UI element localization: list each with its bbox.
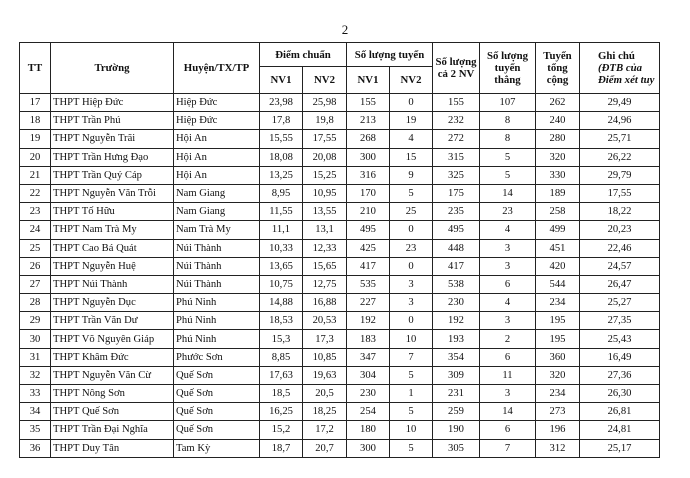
cell-quota-nv2: 10 xyxy=(390,421,433,439)
cell-quota-nv1: 230 xyxy=(347,385,390,403)
table-row xyxy=(20,112,660,130)
cell-school: THPT Núi Thành xyxy=(51,275,174,293)
cell-transfer: 6 xyxy=(480,348,536,366)
cell-tt: 23 xyxy=(20,203,51,221)
cell-transfer: 4 xyxy=(480,294,536,312)
cell-quota-nv2: 0 xyxy=(390,94,433,112)
cell-quota-nv1: 300 xyxy=(347,439,390,457)
cell-school: THPT Trần Văn Dư xyxy=(51,312,174,330)
cell-total-admitted: 320 xyxy=(536,148,580,166)
header-quota: Số lượng tuyển xyxy=(347,43,433,67)
cell-total-admitted: 330 xyxy=(536,166,580,184)
cell-benchmark-nv2: 20,7 xyxy=(303,439,347,457)
cell-benchmark-nv2: 12,33 xyxy=(303,239,347,257)
cell-benchmark-nv1: 13,65 xyxy=(260,257,303,275)
cell-school: THPT Nguyễn Văn Trỗi xyxy=(51,184,174,202)
cell-school: THPT Nông Sơn xyxy=(51,385,174,403)
cell-benchmark-nv1: 10,33 xyxy=(260,239,303,257)
cell-district: Phước Sơn xyxy=(174,348,260,366)
cell-note: 25,17 xyxy=(580,439,660,457)
header-benchmark: Điểm chuẩn xyxy=(260,43,347,67)
cell-tt: 33 xyxy=(20,385,51,403)
cell-school: THPT Tố Hữu xyxy=(51,203,174,221)
cell-quota-nv1: 170 xyxy=(347,184,390,202)
cell-transfer: 23 xyxy=(480,203,536,221)
cell-benchmark-nv2: 13,55 xyxy=(303,203,347,221)
cell-district: Hiệp Đức xyxy=(174,112,260,130)
table-row xyxy=(20,130,660,148)
header-school: Trường xyxy=(51,43,174,94)
cell-benchmark-nv1: 11,1 xyxy=(260,221,303,239)
cell-note: 26,81 xyxy=(580,403,660,421)
cell-tt: 26 xyxy=(20,257,51,275)
cell-tt: 21 xyxy=(20,166,51,184)
cell-total-both: 259 xyxy=(433,403,480,421)
cell-district: Phú Ninh xyxy=(174,330,260,348)
admission-table xyxy=(19,42,660,458)
cell-tt: 29 xyxy=(20,312,51,330)
cell-quota-nv1: 180 xyxy=(347,421,390,439)
cell-quota-nv1: 183 xyxy=(347,330,390,348)
table-row xyxy=(20,203,660,221)
cell-note: 24,81 xyxy=(580,421,660,439)
cell-quota-nv2: 5 xyxy=(390,184,433,202)
cell-quota-nv1: 304 xyxy=(347,366,390,384)
table-row xyxy=(20,385,660,403)
cell-tt: 18 xyxy=(20,112,51,130)
cell-tt: 19 xyxy=(20,130,51,148)
cell-total-both: 417 xyxy=(433,257,480,275)
cell-total-admitted: 273 xyxy=(536,403,580,421)
cell-tt: 28 xyxy=(20,294,51,312)
cell-quota-nv1: 227 xyxy=(347,294,390,312)
cell-note: 22,46 xyxy=(580,239,660,257)
cell-district: Hội An xyxy=(174,148,260,166)
table-row xyxy=(20,257,660,275)
cell-district: Nam Trà My xyxy=(174,221,260,239)
cell-transfer: 2 xyxy=(480,330,536,348)
cell-note: 27,35 xyxy=(580,312,660,330)
cell-total-both: 538 xyxy=(433,275,480,293)
cell-quota-nv2: 10 xyxy=(390,330,433,348)
cell-district: Quế Sơn xyxy=(174,421,260,439)
header-transfer: Số lượng tuyển thẳng xyxy=(480,43,536,94)
cell-quota-nv1: 495 xyxy=(347,221,390,239)
cell-district: Núi Thành xyxy=(174,257,260,275)
cell-benchmark-nv2: 12,75 xyxy=(303,275,347,293)
table-row xyxy=(20,94,660,112)
table-row xyxy=(20,312,660,330)
header-note-sub2: Điểm xét tuy xyxy=(598,74,655,86)
cell-total-admitted: 544 xyxy=(536,275,580,293)
cell-transfer: 8 xyxy=(480,130,536,148)
cell-school: THPT Hiệp Đức xyxy=(51,94,174,112)
cell-total-both: 235 xyxy=(433,203,480,221)
cell-transfer: 14 xyxy=(480,403,536,421)
cell-benchmark-nv2: 19,63 xyxy=(303,366,347,384)
cell-note: 20,23 xyxy=(580,221,660,239)
table-row xyxy=(20,403,660,421)
cell-benchmark-nv1: 15,3 xyxy=(260,330,303,348)
cell-quota-nv1: 192 xyxy=(347,312,390,330)
cell-school: THPT Cao Bá Quát xyxy=(51,239,174,257)
cell-total-both: 193 xyxy=(433,330,480,348)
cell-benchmark-nv1: 8,95 xyxy=(260,184,303,202)
cell-transfer: 107 xyxy=(480,94,536,112)
header-benchmark-nv1: NV1 xyxy=(260,67,303,94)
header-district: Huyện/TX/TP xyxy=(174,43,260,94)
cell-school: THPT Trần Đại Nghĩa xyxy=(51,421,174,439)
cell-transfer: 5 xyxy=(480,148,536,166)
cell-total-admitted: 262 xyxy=(536,94,580,112)
cell-benchmark-nv1: 17,8 xyxy=(260,112,303,130)
cell-total-admitted: 360 xyxy=(536,348,580,366)
cell-tt: 17 xyxy=(20,94,51,112)
header-note-title: Ghi chú xyxy=(598,50,635,62)
cell-total-both: 231 xyxy=(433,385,480,403)
header-quota-nv2: NV2 xyxy=(390,67,433,94)
cell-note: 16,49 xyxy=(580,348,660,366)
cell-transfer: 4 xyxy=(480,221,536,239)
cell-tt: 35 xyxy=(20,421,51,439)
table-row xyxy=(20,184,660,202)
cell-total-both: 175 xyxy=(433,184,480,202)
cell-tt: 34 xyxy=(20,403,51,421)
cell-note: 26,22 xyxy=(580,148,660,166)
cell-tt: 24 xyxy=(20,221,51,239)
cell-total-admitted: 312 xyxy=(536,439,580,457)
cell-school: THPT Trần Quý Cáp xyxy=(51,166,174,184)
header-quota-nv1: NV1 xyxy=(347,67,390,94)
cell-total-both: 190 xyxy=(433,421,480,439)
cell-benchmark-nv1: 15,55 xyxy=(260,130,303,148)
cell-district: Hội An xyxy=(174,130,260,148)
cell-total-both: 325 xyxy=(433,166,480,184)
cell-district: Phú Ninh xyxy=(174,312,260,330)
cell-tt: 20 xyxy=(20,148,51,166)
cell-note: 25,43 xyxy=(580,330,660,348)
cell-total-admitted: 234 xyxy=(536,385,580,403)
cell-district: Quế Sơn xyxy=(174,385,260,403)
cell-total-both: 495 xyxy=(433,221,480,239)
cell-quota-nv1: 300 xyxy=(347,148,390,166)
cell-benchmark-nv1: 23,98 xyxy=(260,94,303,112)
cell-transfer: 3 xyxy=(480,385,536,403)
cell-benchmark-nv2: 16,88 xyxy=(303,294,347,312)
cell-total-both: 448 xyxy=(433,239,480,257)
cell-quota-nv2: 3 xyxy=(390,294,433,312)
cell-total-admitted: 196 xyxy=(536,421,580,439)
cell-note: 25,27 xyxy=(580,294,660,312)
cell-school: THPT Nam Trà My xyxy=(51,221,174,239)
cell-district: Nam Giang xyxy=(174,203,260,221)
cell-quota-nv1: 425 xyxy=(347,239,390,257)
cell-quota-nv2: 0 xyxy=(390,312,433,330)
cell-total-admitted: 499 xyxy=(536,221,580,239)
cell-school: THPT Võ Nguyên Giáp xyxy=(51,330,174,348)
cell-district: Quế Sơn xyxy=(174,403,260,421)
table-header xyxy=(20,43,660,94)
cell-benchmark-nv2: 10,85 xyxy=(303,348,347,366)
table-row xyxy=(20,366,660,384)
cell-total-admitted: 420 xyxy=(536,257,580,275)
table-row xyxy=(20,148,660,166)
cell-note: 17,55 xyxy=(580,184,660,202)
cell-quota-nv2: 15 xyxy=(390,148,433,166)
cell-tt: 25 xyxy=(20,239,51,257)
cell-benchmark-nv2: 18,25 xyxy=(303,403,347,421)
cell-total-both: 354 xyxy=(433,348,480,366)
cell-school: THPT Nguyễn Trãi xyxy=(51,130,174,148)
cell-benchmark-nv1: 18,08 xyxy=(260,148,303,166)
header-total-both: Số lượng cả 2 NV xyxy=(433,43,480,94)
cell-transfer: 8 xyxy=(480,112,536,130)
cell-total-both: 230 xyxy=(433,294,480,312)
cell-note: 26,47 xyxy=(580,275,660,293)
cell-total-both: 315 xyxy=(433,148,480,166)
cell-total-admitted: 195 xyxy=(536,312,580,330)
cell-quota-nv2: 9 xyxy=(390,166,433,184)
cell-tt: 30 xyxy=(20,330,51,348)
cell-benchmark-nv2: 20,5 xyxy=(303,385,347,403)
cell-district: Nam Giang xyxy=(174,184,260,202)
page-number: 2 xyxy=(341,22,349,37)
cell-benchmark-nv1: 14,88 xyxy=(260,294,303,312)
cell-transfer: 6 xyxy=(480,421,536,439)
cell-note: 29,79 xyxy=(580,166,660,184)
cell-quota-nv1: 316 xyxy=(347,166,390,184)
cell-total-admitted: 258 xyxy=(536,203,580,221)
cell-quota-nv1: 535 xyxy=(347,275,390,293)
table-row xyxy=(20,166,660,184)
cell-district: Tam Kỳ xyxy=(174,439,260,457)
cell-benchmark-nv2: 17,3 xyxy=(303,330,347,348)
cell-note: 24,57 xyxy=(580,257,660,275)
cell-quota-nv2: 5 xyxy=(390,403,433,421)
cell-total-both: 155 xyxy=(433,94,480,112)
cell-transfer: 11 xyxy=(480,366,536,384)
cell-school: THPT Trần Hưng Đạo xyxy=(51,148,174,166)
cell-district: Hội An xyxy=(174,166,260,184)
cell-benchmark-nv1: 13,25 xyxy=(260,166,303,184)
cell-school: THPT Nguyễn Văn Cừ xyxy=(51,366,174,384)
cell-tt: 32 xyxy=(20,366,51,384)
cell-benchmark-nv1: 18,7 xyxy=(260,439,303,457)
table-row xyxy=(20,439,660,457)
cell-quota-nv2: 0 xyxy=(390,221,433,239)
cell-transfer: 7 xyxy=(480,439,536,457)
cell-benchmark-nv2: 15,65 xyxy=(303,257,347,275)
cell-quota-nv2: 5 xyxy=(390,366,433,384)
table-row xyxy=(20,294,660,312)
header-benchmark-nv2: NV2 xyxy=(303,67,347,94)
cell-school: THPT Khâm Đức xyxy=(51,348,174,366)
table-row xyxy=(20,275,660,293)
cell-benchmark-nv2: 20,08 xyxy=(303,148,347,166)
cell-benchmark-nv2: 13,1 xyxy=(303,221,347,239)
cell-district: Núi Thành xyxy=(174,239,260,257)
cell-quota-nv1: 155 xyxy=(347,94,390,112)
cell-benchmark-nv1: 16,25 xyxy=(260,403,303,421)
cell-quota-nv1: 254 xyxy=(347,403,390,421)
cell-total-both: 232 xyxy=(433,112,480,130)
cell-school: THPT Nguyễn Huệ xyxy=(51,257,174,275)
cell-transfer: 6 xyxy=(480,275,536,293)
cell-school: THPT Duy Tân xyxy=(51,439,174,457)
cell-total-admitted: 195 xyxy=(536,330,580,348)
cell-total-admitted: 240 xyxy=(536,112,580,130)
table-row xyxy=(20,221,660,239)
cell-total-admitted: 451 xyxy=(536,239,580,257)
cell-benchmark-nv1: 18,53 xyxy=(260,312,303,330)
cell-benchmark-nv1: 18,5 xyxy=(260,385,303,403)
cell-quota-nv2: 19 xyxy=(390,112,433,130)
table-row xyxy=(20,348,660,366)
header-note-sub1: (ĐTB của xyxy=(598,62,643,74)
cell-note: 25,71 xyxy=(580,130,660,148)
cell-quota-nv2: 25 xyxy=(390,203,433,221)
cell-total-admitted: 189 xyxy=(536,184,580,202)
cell-transfer: 3 xyxy=(480,239,536,257)
cell-transfer: 14 xyxy=(480,184,536,202)
cell-benchmark-nv2: 17,2 xyxy=(303,421,347,439)
cell-transfer: 3 xyxy=(480,257,536,275)
cell-district: Núi Thành xyxy=(174,275,260,293)
cell-benchmark-nv2: 19,8 xyxy=(303,112,347,130)
cell-total-admitted: 280 xyxy=(536,130,580,148)
cell-benchmark-nv2: 25,98 xyxy=(303,94,347,112)
cell-total-admitted: 320 xyxy=(536,366,580,384)
cell-quota-nv2: 4 xyxy=(390,130,433,148)
header-note xyxy=(580,43,660,94)
table-row xyxy=(20,330,660,348)
cell-note: 26,30 xyxy=(580,385,660,403)
cell-quota-nv1: 417 xyxy=(347,257,390,275)
cell-quota-nv2: 5 xyxy=(390,439,433,457)
table-row xyxy=(20,239,660,257)
cell-district: Phú Ninh xyxy=(174,294,260,312)
cell-tt: 36 xyxy=(20,439,51,457)
cell-note: 24,96 xyxy=(580,112,660,130)
cell-transfer: 3 xyxy=(480,312,536,330)
cell-benchmark-nv1: 15,2 xyxy=(260,421,303,439)
cell-quota-nv2: 7 xyxy=(390,348,433,366)
cell-school: THPT Quế Sơn xyxy=(51,403,174,421)
cell-note: 27,36 xyxy=(580,366,660,384)
cell-total-both: 192 xyxy=(433,312,480,330)
cell-quota-nv2: 0 xyxy=(390,257,433,275)
cell-benchmark-nv1: 11,55 xyxy=(260,203,303,221)
cell-benchmark-nv1: 17,63 xyxy=(260,366,303,384)
cell-total-both: 309 xyxy=(433,366,480,384)
cell-total-both: 305 xyxy=(433,439,480,457)
cell-quota-nv2: 3 xyxy=(390,275,433,293)
cell-benchmark-nv2: 17,55 xyxy=(303,130,347,148)
cell-district: Hiệp Đức xyxy=(174,94,260,112)
cell-school: THPT Trần Phú xyxy=(51,112,174,130)
cell-benchmark-nv2: 15,25 xyxy=(303,166,347,184)
cell-benchmark-nv2: 20,53 xyxy=(303,312,347,330)
cell-note: 18,22 xyxy=(580,203,660,221)
cell-quota-nv1: 268 xyxy=(347,130,390,148)
table-body xyxy=(20,94,660,458)
cell-total-admitted: 234 xyxy=(536,294,580,312)
cell-benchmark-nv2: 10,95 xyxy=(303,184,347,202)
header-tt: TT xyxy=(20,43,51,94)
table-row xyxy=(20,421,660,439)
cell-total-both: 272 xyxy=(433,130,480,148)
cell-quota-nv1: 210 xyxy=(347,203,390,221)
cell-quota-nv1: 213 xyxy=(347,112,390,130)
cell-tt: 22 xyxy=(20,184,51,202)
cell-quota-nv2: 23 xyxy=(390,239,433,257)
cell-note: 29,49 xyxy=(580,94,660,112)
cell-quota-nv2: 1 xyxy=(390,385,433,403)
cell-district: Quế Sơn xyxy=(174,366,260,384)
cell-school: THPT Nguyễn Dục xyxy=(51,294,174,312)
cell-tt: 31 xyxy=(20,348,51,366)
cell-tt: 27 xyxy=(20,275,51,293)
cell-quota-nv1: 347 xyxy=(347,348,390,366)
cell-benchmark-nv1: 8,85 xyxy=(260,348,303,366)
cell-benchmark-nv1: 10,75 xyxy=(260,275,303,293)
header-total-admitted: Tuyển tổng cộng xyxy=(536,43,580,94)
cell-transfer: 5 xyxy=(480,166,536,184)
